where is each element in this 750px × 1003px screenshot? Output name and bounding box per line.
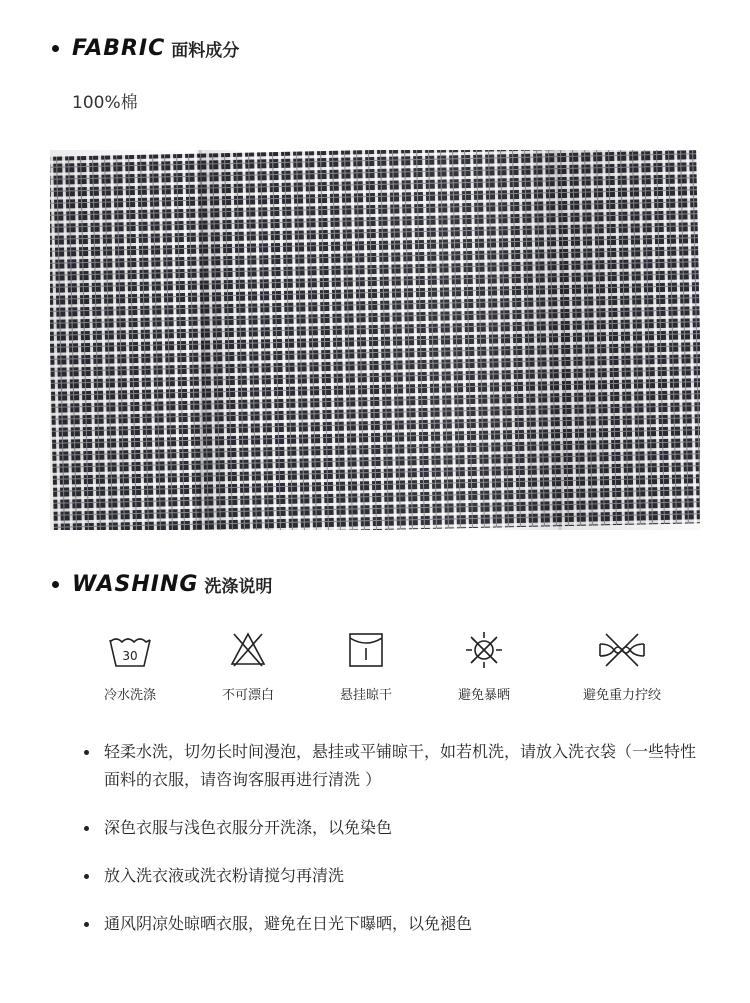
bullet-dot	[52, 45, 59, 52]
wash-30-icon	[106, 630, 154, 670]
no-bleach-icon	[228, 630, 268, 670]
washing-title-en: WASHING	[72, 572, 199, 597]
care-label: 冷水洗涤	[103, 688, 156, 703]
list-item: 轻柔水洗，切勿长时间漫泡，悬挂或平铺晾干，如若机洗，请放入洗衣袋（一些特性面料的衣服，请咨询客服再进行清洗 ）	[80, 738, 700, 794]
fabric-composition: 100%棉	[72, 93, 138, 113]
bullet-dot	[52, 581, 59, 588]
care-icon-row	[80, 630, 700, 710]
fabric-title-en: FABRIC	[72, 36, 166, 61]
list-item: 通风阴凉处晾晒衣服，避免在日光下曝晒，以免褪色	[80, 910, 700, 938]
fabric-section-heading	[52, 36, 239, 61]
washing-section-heading	[52, 572, 272, 597]
no-wring-icon	[596, 630, 648, 670]
care-item-no-sun	[424, 630, 544, 703]
care-label: 悬挂晾干	[339, 688, 392, 703]
care-item-hang-dry	[306, 630, 426, 703]
list-item: 放入洗衣液或洗衣粉请搅匀再清洗	[80, 862, 700, 890]
hang-dry-icon	[346, 630, 386, 670]
fabric-plaid-photo	[50, 150, 700, 530]
care-item-no-bleach	[188, 630, 308, 703]
washing-notes-list	[80, 738, 700, 958]
no-sun-icon	[464, 630, 504, 670]
care-label: 不可漂白	[221, 688, 274, 703]
wash-temp: 30	[122, 649, 138, 663]
washing-title-cn: 洗涤说明	[204, 577, 273, 597]
fabric-title-cn: 面料成分	[171, 41, 240, 61]
care-item-no-wring	[562, 630, 682, 703]
care-label: 避免暴晒	[457, 688, 510, 703]
care-item-cold-wash	[70, 630, 190, 703]
list-item: 深色衣服与浅色衣服分开洗涤，以免染色	[80, 814, 700, 842]
care-label: 避免重力拧绞	[582, 688, 661, 703]
